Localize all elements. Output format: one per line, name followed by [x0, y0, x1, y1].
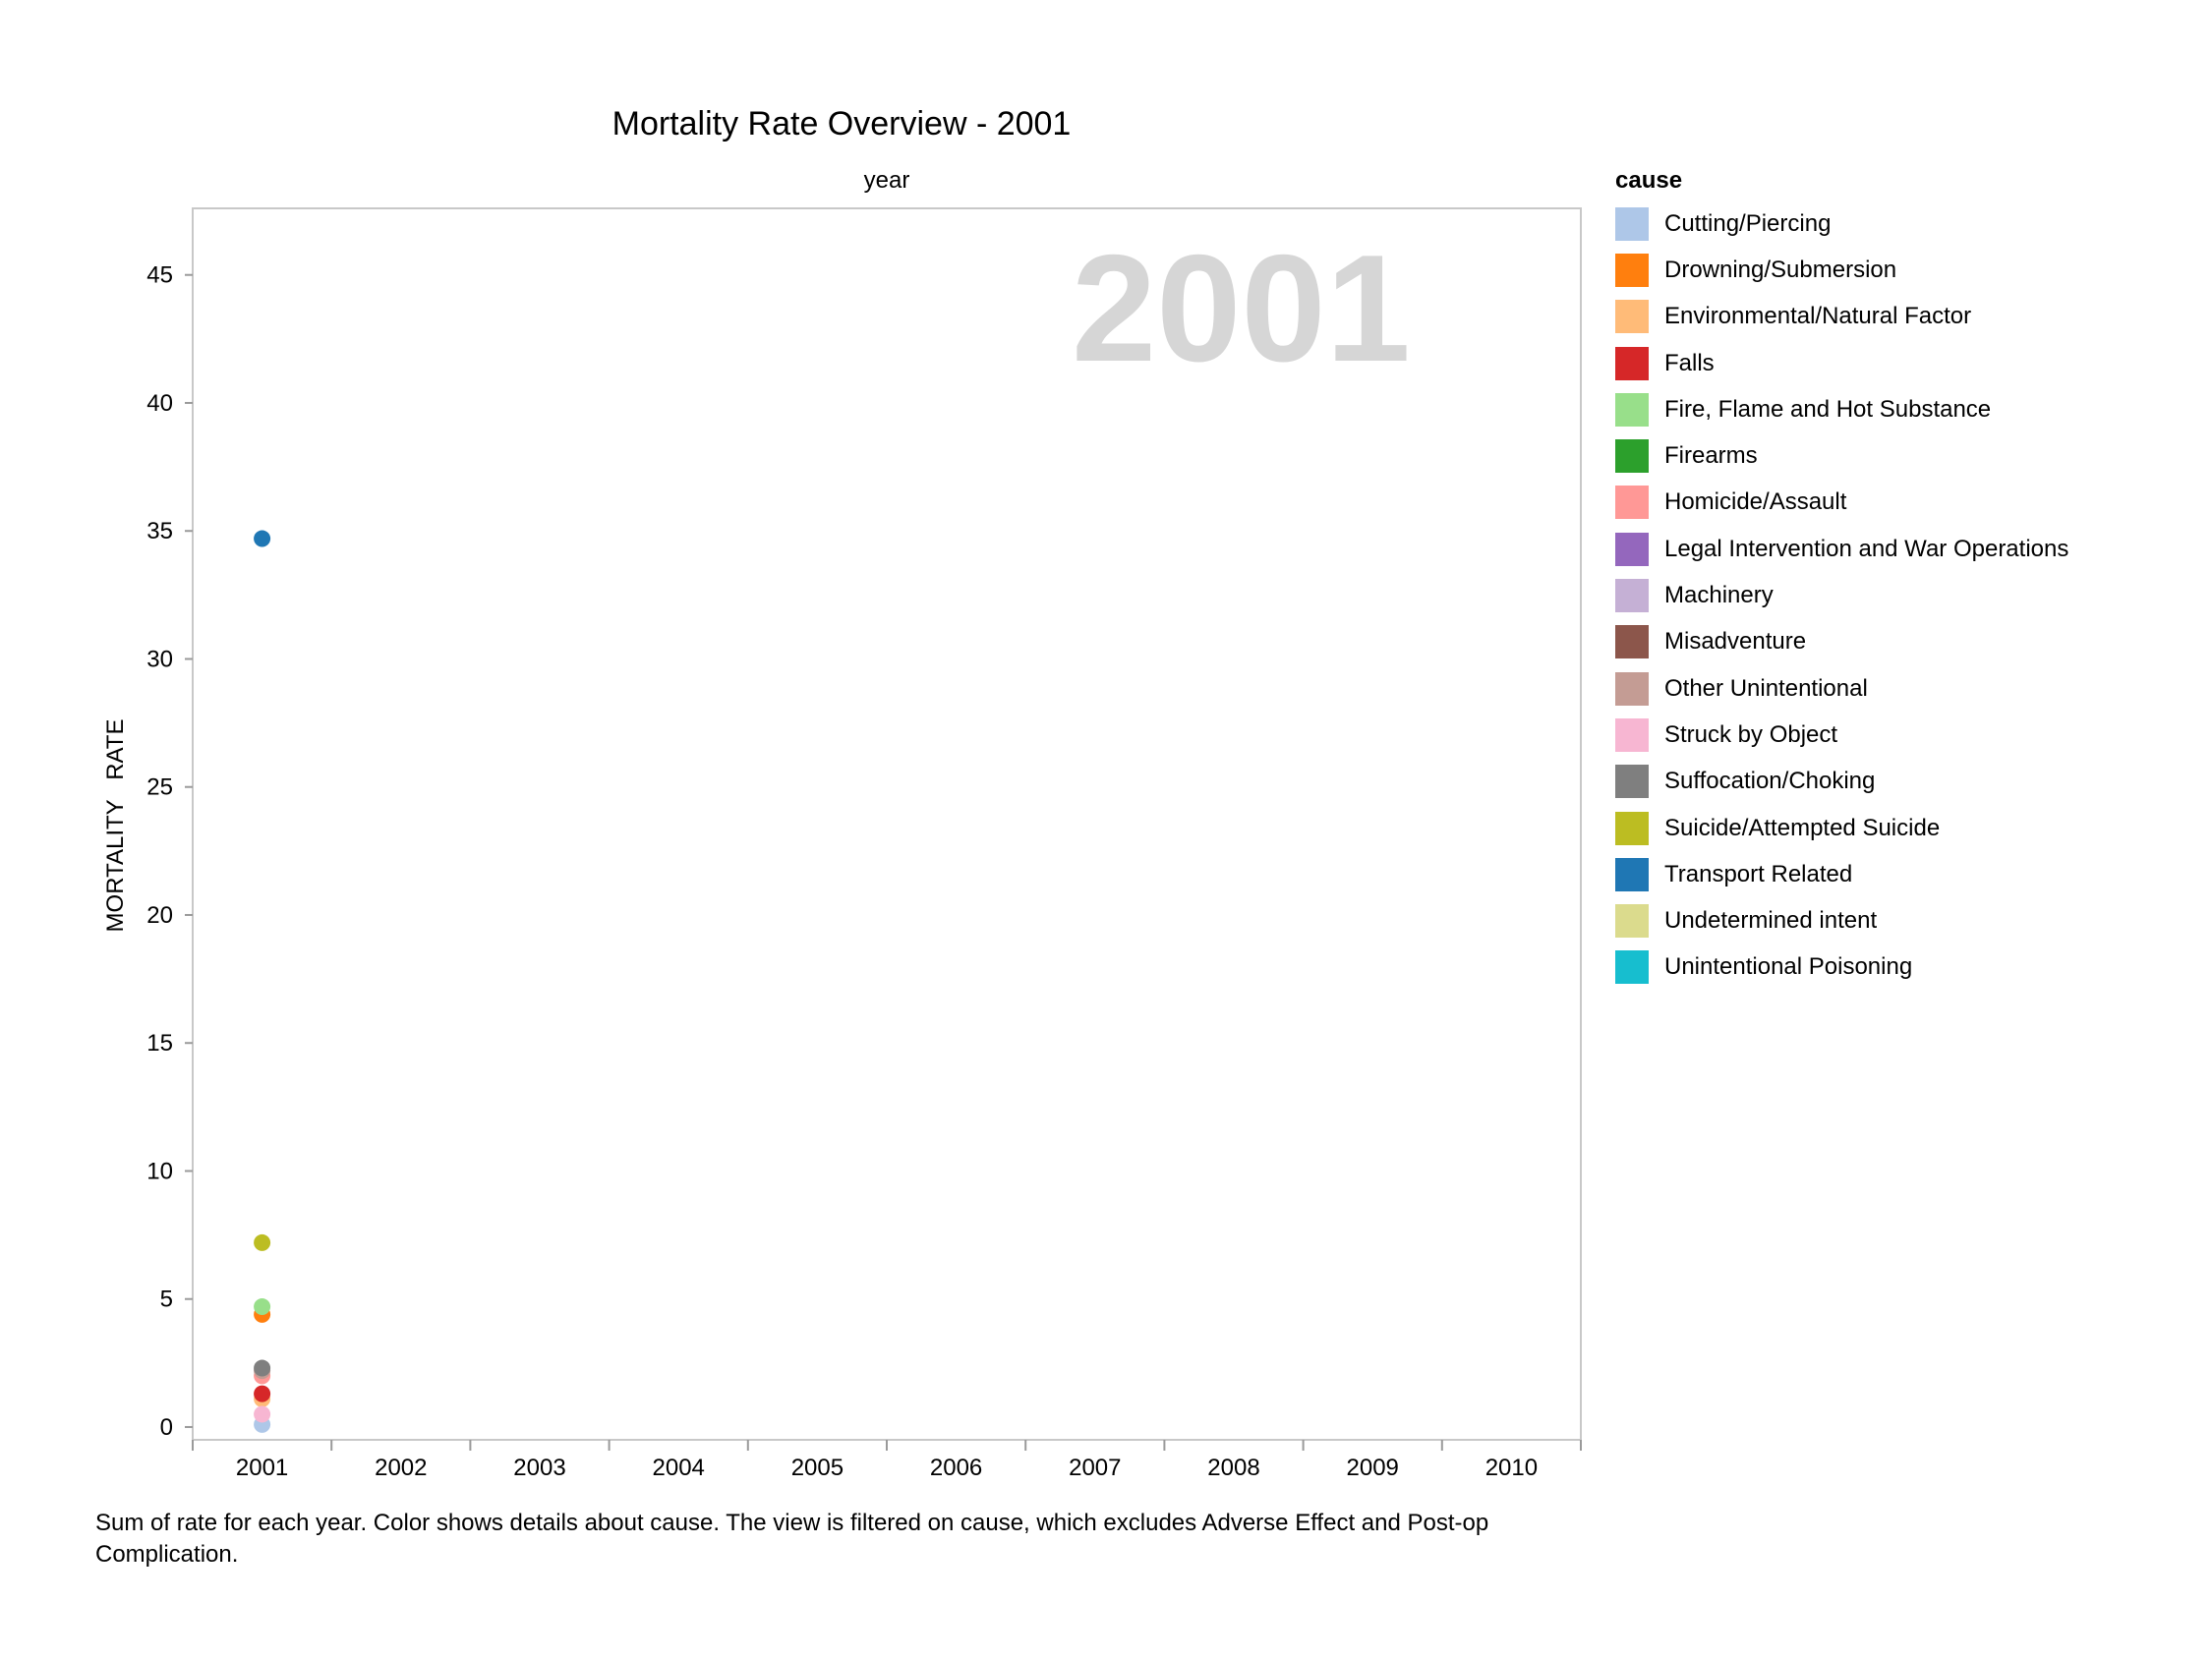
- x-tick-label: 2002: [375, 1455, 428, 1481]
- chart-title: Mortality Rate Overview - 2001: [611, 105, 1072, 143]
- legend-label: Unintentional Poisoning: [1664, 953, 1913, 981]
- data-points: [254, 531, 270, 1433]
- legend-swatch: [1615, 347, 1649, 380]
- x-tick-label: 2008: [1207, 1455, 1260, 1481]
- legend-label: Firearms: [1664, 442, 1758, 470]
- legend-item-suffocation-choking: [1615, 759, 2068, 805]
- x-tick-label: 2009: [1346, 1455, 1399, 1481]
- x-tick-label: 2007: [1069, 1455, 1122, 1481]
- column-header: year: [863, 167, 910, 194]
- legend-swatch: [1615, 254, 1649, 287]
- point-suffocation-choking: [254, 1360, 270, 1377]
- x-tick-label: 2004: [652, 1455, 705, 1481]
- legend-item-undetermined-intent: [1615, 897, 2068, 944]
- legend-swatch: [1615, 533, 1649, 566]
- legend-label: Fire, Flame and Hot Substance: [1664, 395, 1992, 423]
- legend-swatch: [1615, 439, 1649, 473]
- legend-swatch: [1615, 904, 1649, 938]
- legend-label: Homicide/Assault: [1664, 488, 1847, 516]
- legend-item-firearms: [1615, 432, 2068, 479]
- x-tick-label: 2003: [513, 1455, 566, 1481]
- point-struck-by-object: [254, 1405, 270, 1422]
- legend-item-transport-related: [1615, 851, 2068, 897]
- legend-swatch: [1615, 950, 1649, 984]
- y-tick-label: 10: [146, 1158, 173, 1185]
- y-axis: [146, 262, 193, 1441]
- y-tick-label: 40: [146, 389, 173, 417]
- y-tick-label: 5: [159, 1286, 173, 1313]
- legend-item-homicide-assault: [1615, 480, 2068, 526]
- legend-swatch: [1615, 812, 1649, 845]
- legend: [1615, 167, 2068, 991]
- legend-item-suicide-attempted-suicide: [1615, 805, 2068, 851]
- legend-item-struck-by-object: [1615, 712, 2068, 758]
- y-tick-label: 30: [146, 646, 173, 673]
- year-watermark: 2001: [1072, 223, 1411, 393]
- y-tick-label: 0: [159, 1413, 173, 1441]
- y-tick-label: 20: [146, 901, 173, 929]
- legend-items: [1615, 200, 2068, 991]
- legend-label: Drowning/Submersion: [1664, 256, 1897, 283]
- point-transport-related: [254, 531, 270, 547]
- legend-label: Environmental/Natural Factor: [1664, 303, 1972, 330]
- legend-swatch: [1615, 765, 1649, 798]
- legend-label: Suicide/Attempted Suicide: [1664, 814, 1941, 841]
- legend-swatch: [1615, 300, 1649, 333]
- legend-item-environmental-natural-factor: [1615, 294, 2068, 340]
- legend-item-drowning-submersion: [1615, 247, 2068, 293]
- legend-swatch: [1615, 486, 1649, 519]
- legend-item-fire-flame-and-hot-substance: [1615, 386, 2068, 432]
- legend-item-legal-intervention-and-war-operations: [1615, 526, 2068, 572]
- legend-label: Legal Intervention and War Operations: [1664, 535, 2069, 562]
- legend-swatch: [1615, 672, 1649, 706]
- legend-item-cutting-piercing: [1615, 200, 2068, 247]
- legend-item-machinery: [1615, 572, 2068, 618]
- point-falls: [254, 1386, 270, 1402]
- legend-swatch: [1615, 625, 1649, 658]
- legend-swatch: [1615, 393, 1649, 427]
- legend-item-misadventure: [1615, 619, 2068, 665]
- legend-item-unintentional-poisoning: [1615, 944, 2068, 991]
- point-fire-flame-and-hot-substance: [254, 1298, 270, 1315]
- legend-label: Cutting/Piercing: [1664, 209, 1832, 237]
- legend-label: Falls: [1664, 349, 1715, 376]
- legend-swatch: [1615, 858, 1649, 891]
- legend-swatch: [1615, 718, 1649, 752]
- legend-swatch: [1615, 207, 1649, 241]
- y-axis-label: MORTALITY RATE: [102, 718, 129, 933]
- legend-label: Transport Related: [1664, 860, 1853, 887]
- x-tick-label: 2006: [929, 1455, 983, 1481]
- legend-label: Struck by Object: [1664, 720, 1838, 748]
- y-tick-label: 25: [146, 773, 173, 801]
- x-tick-label: 2005: [790, 1455, 844, 1481]
- y-tick-label: 15: [146, 1030, 173, 1058]
- legend-label: Other Unintentional: [1664, 674, 1868, 702]
- legend-title: cause: [1615, 167, 1683, 194]
- legend-label: Undetermined intent: [1664, 907, 1878, 935]
- legend-item-other-unintentional: [1615, 665, 2068, 712]
- x-tick-label: 2010: [1484, 1455, 1539, 1481]
- legend-label: Suffocation/Choking: [1664, 768, 1876, 795]
- legend-label: Misadventure: [1664, 628, 1807, 656]
- point-suicide-attempted-suicide: [254, 1234, 270, 1251]
- x-tick-label: 2001: [235, 1455, 289, 1481]
- y-tick-label: 45: [146, 261, 173, 289]
- y-tick-label: 35: [146, 518, 173, 545]
- x-axis: [193, 1440, 1581, 1481]
- legend-swatch: [1615, 579, 1649, 612]
- legend-item-falls: [1615, 340, 2068, 386]
- legend-label: Machinery: [1664, 582, 1774, 609]
- footnote: Sum of rate for each year. Color shows details about cause. The view is filtered on cause, which excludes Adverse Effect and Post-op Complication.: [95, 1510, 1489, 1568]
